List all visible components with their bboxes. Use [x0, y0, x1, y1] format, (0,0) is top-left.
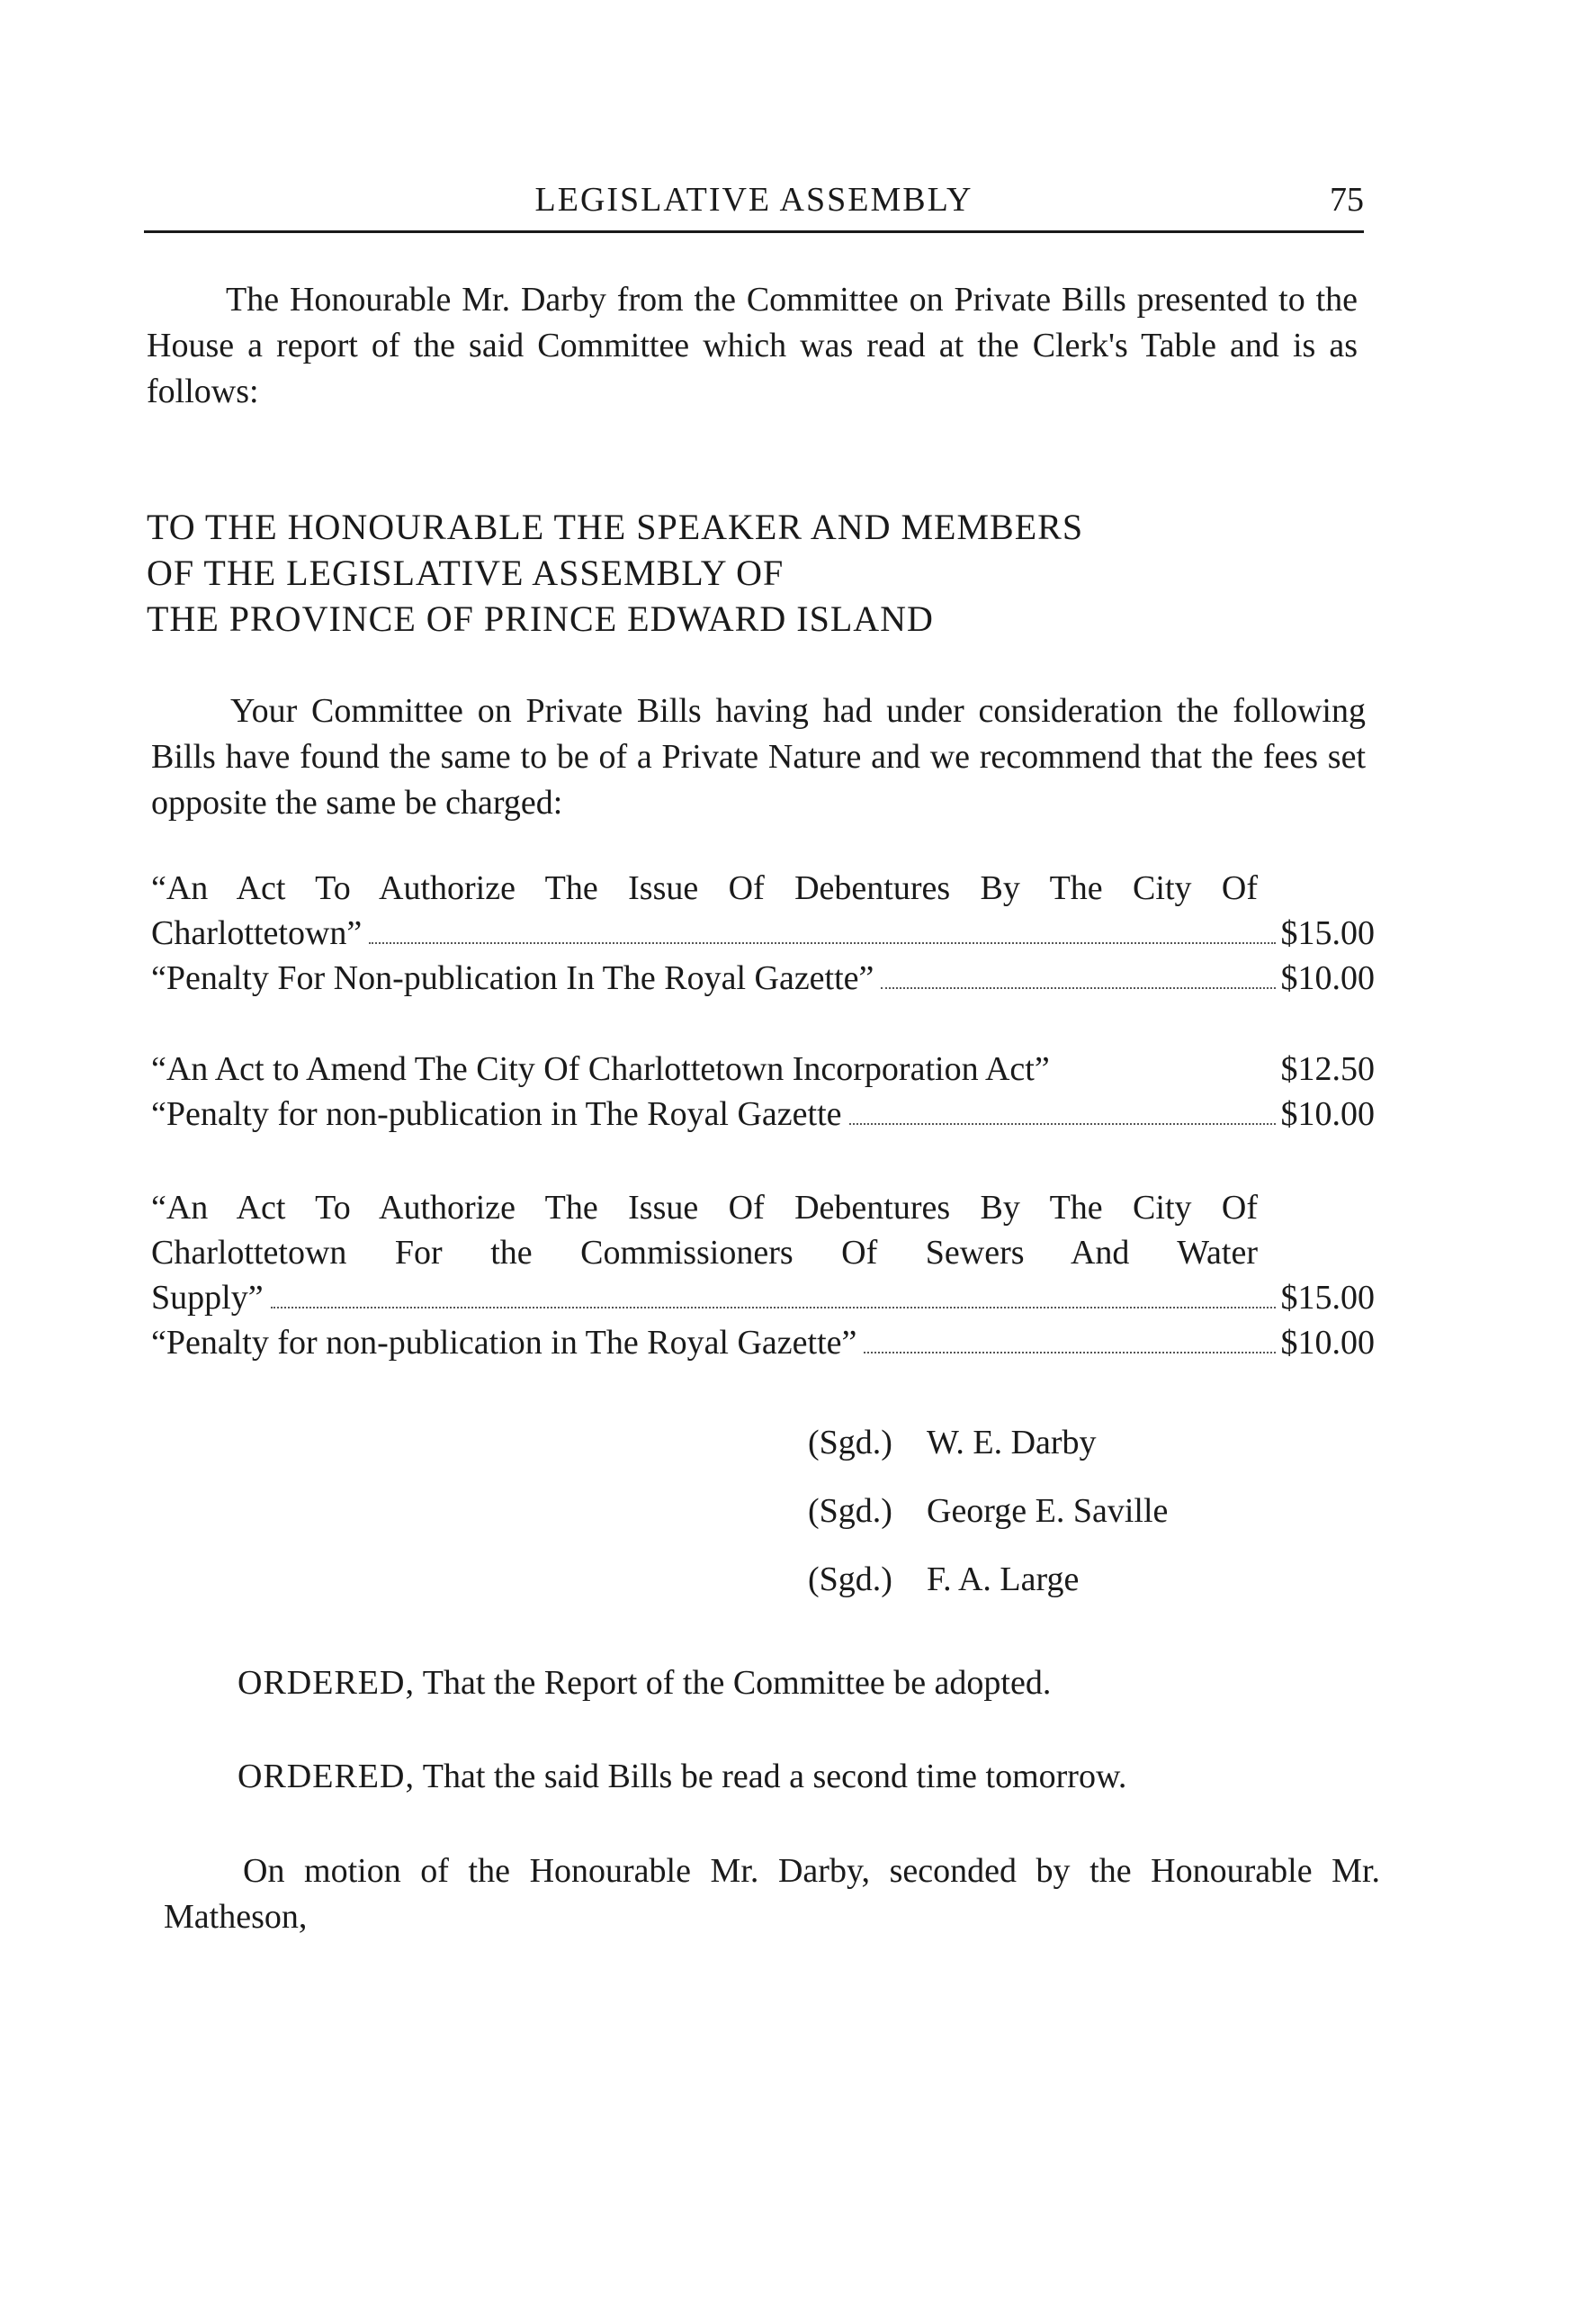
penalty-line: [151, 1092, 1375, 1137]
address-line: THE PROVINCE OF PRINCE EDWARD ISLAND: [147, 598, 934, 639]
bill-title-line: Charlottetown”: [151, 914, 363, 952]
dot-leader: [849, 1123, 1276, 1125]
signature-prefix: (Sgd.): [808, 1492, 892, 1530]
bill-title-line: “An Act to Amend The City Of Charlottetown Incorporation Act”: [151, 1050, 1050, 1088]
penalty-line: [151, 1320, 1375, 1365]
penalty-line: [151, 956, 1375, 1001]
penalty-label: “Penalty for non-publication in The Royal Gazette”: [151, 1324, 857, 1362]
fee-amount: $15.00: [1280, 914, 1375, 952]
address-line: TO THE HONOURABLE THE SPEAKER AND MEMBERS: [147, 507, 1084, 547]
penalty-amount: $10.00: [1280, 1324, 1375, 1362]
ordered-label: ORDERED,: [238, 1664, 415, 1702]
intro-paragraph: The Honourable Mr. Darby from the Committee on Private Bills presented to the House a report of the said Committee which was read at the Clerk's Table and is as follows:: [147, 281, 1358, 410]
signature-prefix: (Sgd.): [808, 1560, 892, 1598]
signatory-name: W. E. Darby: [927, 1424, 1097, 1461]
ordered-text: That the said Bills be read a second time tomorrow.: [414, 1758, 1127, 1795]
signatory-name: George E. Saville: [927, 1492, 1169, 1530]
running-header: [144, 176, 1364, 233]
fee-amount: $12.50: [1280, 1050, 1375, 1088]
penalty-amount: $10.00: [1280, 959, 1375, 997]
penalty-amount: $10.00: [1280, 1095, 1375, 1133]
signatory-name: F. A. Large: [927, 1560, 1080, 1598]
signature-line: [808, 1545, 1168, 1614]
bill-title-line: Supply”: [151, 1279, 264, 1317]
fee-amount: $15.00: [1280, 1279, 1375, 1317]
penalty-label: “Penalty For Non-publication In The Royal Gazette”: [151, 959, 874, 997]
address-heading: [147, 504, 1316, 642]
ordered-label: ORDERED,: [238, 1758, 415, 1795]
address-line: OF THE LEGISLATIVE ASSEMBLY OF: [147, 553, 785, 593]
signature-prefix: (Sgd.): [808, 1424, 892, 1461]
fee-group-1: [151, 866, 1375, 1001]
ordered-text: That the Report of the Committee be adopted.: [414, 1664, 1052, 1702]
signature-block: [808, 1408, 1168, 1614]
dot-leader: [369, 942, 1275, 944]
fee-line: [151, 1275, 1375, 1320]
fee-line: [151, 911, 1375, 956]
committee-paragraph: Your Committee on Private Bills having had under consideration the following Bills have found the same to be of a Private Nature and we recommend that the fees set opposite the same be charged:: [151, 692, 1366, 822]
dot-leader: [864, 1352, 1275, 1353]
fee-group-2: [151, 1047, 1375, 1137]
bill-title-line: “An Act To Authorize The Issue Of Debentures By The City Of: [151, 869, 1258, 907]
ordered-resolution-1: [238, 1663, 1051, 1703]
fee-line: [151, 1047, 1375, 1092]
bill-title-line: Charlottetown For the Commissioners Of Sewers And Water: [151, 1234, 1258, 1272]
dot-leader: [881, 987, 1275, 989]
signature-line: [808, 1477, 1168, 1545]
running-title: LEGISLATIVE ASSEMBLY: [534, 181, 973, 219]
motion-paragraph: On motion of the Honourable Mr. Darby, seconded by the Honourable Mr. Matheson,: [164, 1852, 1380, 1936]
dot-leader: [271, 1307, 1276, 1308]
bill-title-line: “An Act To Authorize The Issue Of Debentures By The City Of: [151, 1189, 1258, 1227]
penalty-label: “Penalty for non-publication in The Royal Gazette: [151, 1095, 842, 1133]
signature-line: [808, 1408, 1168, 1477]
page-number: 75: [1330, 181, 1364, 219]
fee-group-3: [151, 1185, 1375, 1365]
ordered-resolution-2: [238, 1757, 1126, 1796]
